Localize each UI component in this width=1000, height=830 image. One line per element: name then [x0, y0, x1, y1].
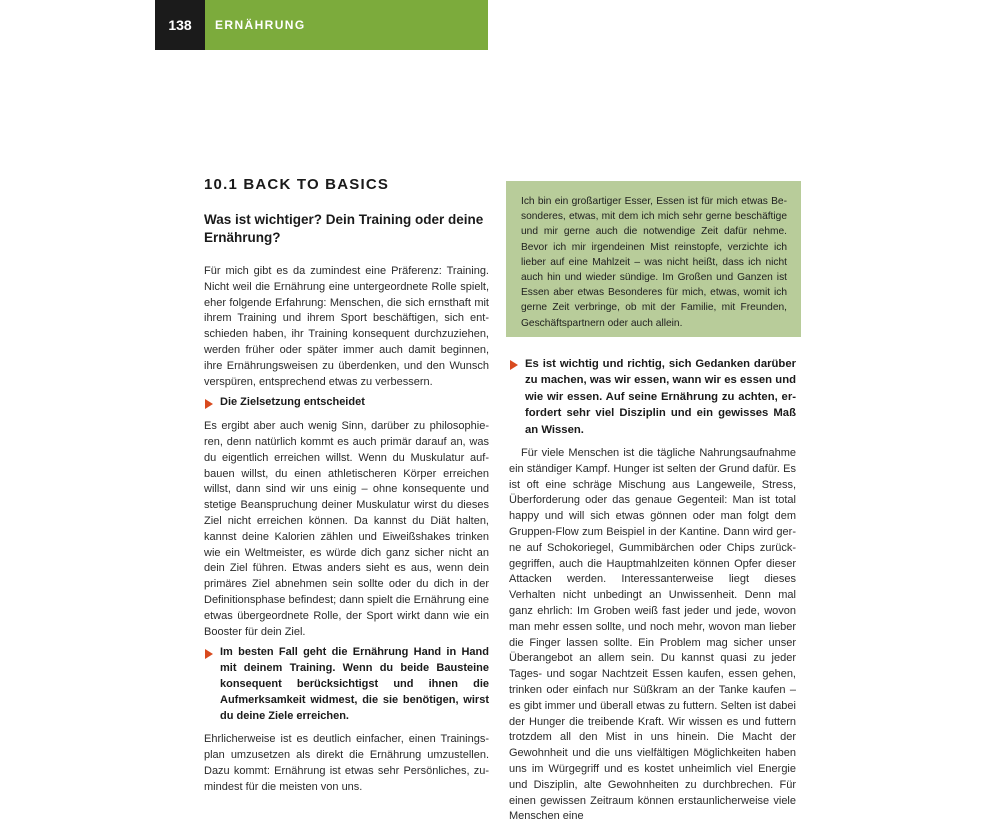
triangle-bullet-icon	[510, 360, 518, 370]
bullet-point-best-case	[204, 645, 489, 724]
paragraph-honesty: Ehrlicherweise ist es deutlich einfacher, einen Trainingsplan umzusetzen als direkt die Ernährung umzustellen. Dazu kommt: Ernährung ist etwas sehr Persönliches, zumindest für die meisten von uns.	[204, 733, 489, 793]
bullet-text: Im besten Fall geht die Ernährung Hand in Hand mit deinem Training. Wenn du beide Bausteine konsequent berücksichtigst und ihnen die Aufmerksamkeit widmest, die sie benötigen, wirst du deine Ziele erreichen.	[220, 646, 489, 722]
quote-text: Ich bin ein großartiger Esser, Essen ist für mich etwas Besonderes, etwas, mit dem ich mich sehr gerne beschäftige und mir gerne auch die notwendige Zeit dafür nehme. Bevor ich mir irgendeinen Mist reinstopfe, verzichte ich lieber auf eine Mahlzeit – was nicht heißt, dass ich nicht auch hin und wieder sündige. Im Großen und Ganzen ist Essen aber etwas Besonderes für mich, etwas, womit ich gerne Zeit verbringe, ob mit der Familie, mit Freunden, Geschäftspartnern oder auch allein.	[521, 196, 787, 329]
paragraph-goals: Es ergibt aber auch wenig Sinn, darüber zu philosophieren, denn natürlich kommt es auch primär darauf an, was du eigentlich erreichen willst. Wenn du Muskulatur aufbauen willst, du einen athletischeren Körper erreichen willst, dann sind wir uns einig – ohne konsequente und stetige Beanspruchung deiner Muskulatur wirst du dieses Ziel nicht erreichen können. Da kannst du Diät halten, kannst deine Kalorien zählen und Eiweißshakes trinken wie ein Weltmeister, es würde dich ganz sicher nicht an dein Ziel führen. Etwas anders sieht es aus, wenn dein primäres Ziel abnehmen sein sollte oder du dich in der Definitionsphase befindest; dann spielt die Ernährung eine etwas übergeordnete Rolle, der Sport wirkt dann wie ein Booster für dein Ziel.	[204, 420, 489, 638]
left-column	[204, 176, 489, 801]
triangle-bullet-icon	[205, 399, 213, 409]
section-title: 10.1 BACK TO BASICS	[204, 176, 390, 193]
bullet-point-important	[509, 356, 796, 438]
triangle-bullet-icon	[205, 649, 213, 659]
chapter-header: ERNÄHRUNG	[205, 0, 488, 50]
bullet-point-goal	[204, 395, 489, 411]
bullet-text: Es ist wichtig und richtig, sich Gedanken darüber zu machen, was wir essen, wann wir es essen und wie wir essen. Auf seine Ernährung zu achten, erfordert sehr viel Disziplin und ein gewisses Maß an Wissen.	[525, 358, 796, 436]
bullet-text: Die Zielsetzung entscheidet	[220, 396, 365, 409]
section-subtitle: Was ist wichtiger? Dein Training oder deine Ernährung?	[204, 212, 484, 245]
paragraph-intro: Für mich gibt es da zumindest eine Präferenz: Training. Nicht weil die Ernährung eine untergeordnete Rolle spielt, eher folgende Erfahrung: Menschen, die sich ernsthaft mit ihrem Training und ihrem Sport beschäftigen, sich entschieden haben, ihr Training konsequent durchzuziehen, werden früher oder später immer auch damit beginnen, ihre Ernährungsweisen zu überdenken, und den Wunsch verspüren, entsprechend etwas zu verbessern.	[204, 265, 489, 388]
paragraph-daily-struggle: Für viele Menschen ist die tägliche Nahrungsaufnahme ein ständiger Kampf. Hunger ist selten der Grund dafür. Es ist oft eine schräge Mischung aus Langeweile, Stress, Überforderung oder das genaue Gegenteil: Man ist total happy und will sich etwas gönnen oder man folgt dem Gruppen-Flow zum Beispiel in der Kantine. Dann wird gerne auf Schokoriegel, Gummibärchen oder Chips zurückgegriffen, auch die Hauptmahlzeiten können Opfer dieser Attacken werden. Interessanterweise liegt dieses Verhalten nicht unbedingt an Unwissenheit. Denn mal ganz ehrlich: Im Groben weiß fast jeder und jede, wovon man mehr essen sollte, und noch mehr, wovon man lieber die Finger lassen sollte. Ein Problem mag sicher unser Überangebot an allem sein. Du kannst quasi zu jeder Tages- und sogar Nachtzeit Essen kaufen, essen gehen, trinken oder einfach nur Süßkram an der Tanke kaufen – es gibt immer und überall etwas zu futtern. Selten ist dabei der Hunger die treibende Kraft. Wir wissen es und futtern trotzdem all den Mist in uns hinein. Die Macht der Gewohnheit und die uns vielfältigen Möglichkeiten haben uns im Würgegriff und es kostet unheimlich viel Energie und Disziplin, alte Gewohnheiten zu durchbrechen. Für einen gewissen Zeitraum können erstaunlicherweise viele Menschen eine	[509, 447, 796, 823]
quote-box	[506, 181, 801, 337]
page-number: 138	[155, 0, 205, 50]
right-column	[509, 356, 796, 830]
